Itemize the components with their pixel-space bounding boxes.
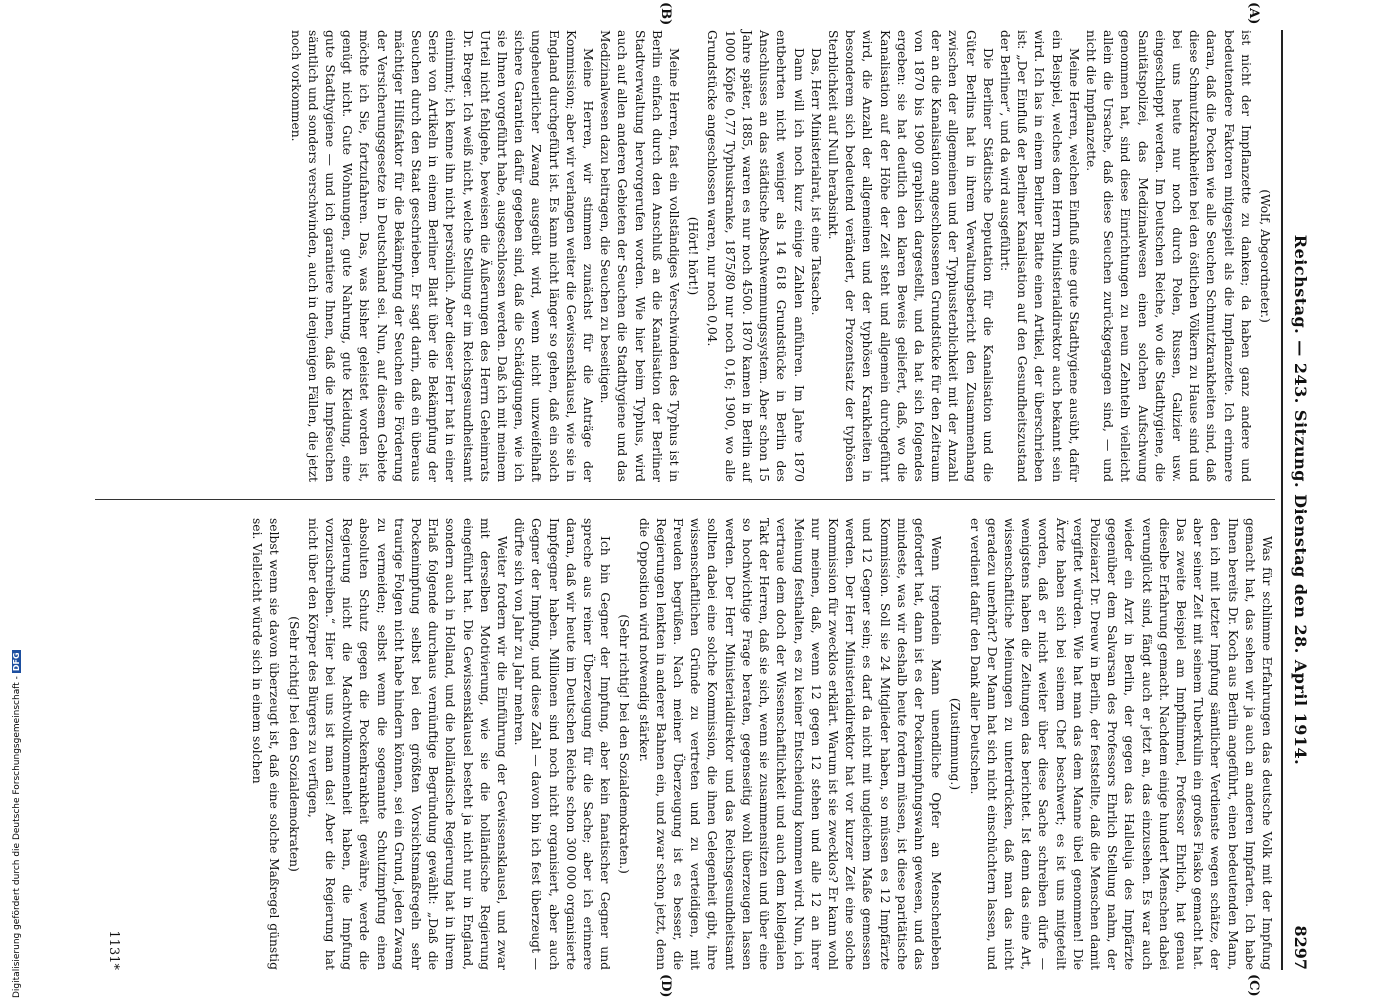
margin-mark-c: (C) xyxy=(1246,974,1261,997)
funding-credit-text: Digitalisierung gefördert durch die Deutsche Forschungsgemeinschaft - xyxy=(12,676,22,998)
dfg-logo-icon: DFG xyxy=(12,652,21,672)
signature-mark: 1131* xyxy=(106,930,121,970)
paragraph: Weiter fordern wir die Einführung der Gewissensklausel, und zwar mit derselben Motivierung, wie sie die holländische Regierung eingeführt hat. Die Gewissensklausel besteht ja nicht nur in England, sondern auch in Holland, und die holländische Regierung hat in ihrem Erlaß folgende durchaus vernünftige Begründung gewählt: „Daß die Pockenimpfung selbst bei den größten Vorsichtsmaßregeln sehr traurige Folgen nicht habe hindern können, sei ein Grund, jeden Zwang zu vermeiden; selbst wenn die sogenannte Schutzimpfung einen absoluten Schutz gegen die Pockenkrankheit gewähre, werde die Regierung nicht die Machtvollkommenheit haben, die Impfung vorzuschreiben.“ Hier bei uns ist man das! Aber die Regierung hat nicht über den Körper des Bürgers zu verfügen, xyxy=(305,518,510,970)
document-page xyxy=(83,2,1313,998)
funding-credit xyxy=(12,398,22,998)
paragraph: Meine Herren, fast ein vollständiges Verschwinden des Typhus ist in Berlin einfach durch den Anschluß an die Kanalisation der Berliner Stadtverwaltung hervorgerufen worden. Wie hier beim Typhus, wird auch auf allen anderen Gebieten der Seuchen die Stadthygiene und das Medizinalwesen dazu beitragen, die Seuchen zu beseitigen. xyxy=(598,30,682,482)
speaker-label: (Wolf, Abgeordneter.) xyxy=(1258,189,1272,323)
interjection: (Zustimmung.) xyxy=(948,697,963,791)
paragraph: Dann will ich noch kurz einige Zahlen anführen. Im Jahre 1870 entbehrten nicht weniger als 14 618 Grundstücke in Berlin des Anschlusses an das städtische Abschwemmungssystem. Aber schon 15 Jahre später, 1885, waren es nur noch 4500. 1870 kamen in Berlin auf 1000 Köpfe 0,77 Typhuskranke, 1875/80 nur noch 0,16; 1900, wo alle Grundstücke angeschlossen waren, nur noch 0,04. xyxy=(705,30,806,482)
margin-mark-d: (D) xyxy=(658,974,673,998)
paragraph: Wenn irgendein Mann unendliche Opfer an Menschenleben gefordert hat, dann ist es der Pockenimpfungswahn gewesen, und das mindeste, was wir deshalb heute fordern müssen, ist diese paritätische Kommission. Soll sie 24 Mitglieder haben, so müssen es 12 Impfärzte und 12 Gegner sein; es darf da nicht mit ungleichem Maße gemessen werden. Der Herr Ministerialdirektor hat vor kurzer Zeit eine solche Kommission für zwecklos erklärt. Warum ist sie zwecklos? Er kann wohl nur meinen, daß, wenn 12 gegen 12 stehen und alle 12 an ihrer Meinung festhalten, es zu keiner Entscheidung kommen wird. Nun, ich vertraue dem doch der Wissenschaftlichkeit und auch dem kollegialen Takt der Herren, daß sie sich, wenn sie zusammensitzen und über eine so hochwichtige Frage beraten, gegenseitig wohl überzeugen lassen werden. Der Herr Ministerialdirektor und das Reichsgesundheitsamt sollten dabei eine solche Kommission, die ihnen Gelegenheit gibt, ihre wissenschaftlichen Gründe zu vertreten und zu verteidigen, mit Freuden begrüßen. Nach meiner Überzeugung ist es besser, die Regierungen lenkten in anderer Bahnen ein, und zwar schon jetzt, denn die Opposition wird notwendig stärker. xyxy=(636,518,944,970)
margin-mark-a: (A) xyxy=(1246,2,1261,25)
paragraph: Meine Herren, welchen Einfluß eine gute Stadthygiene ausübt, dafür ein Beispiel, welches dem Herrn Ministerialdirektor auch bekannt sein wird. Ich las in einem Berliner Blatte einen Artikel, der überschrieben ist: „Der Einfluß der Berliner Kanalisation auf den Gesundheitszustand der Berliner“, und da wird ausgeführt: xyxy=(997,30,1081,482)
header-rule xyxy=(1281,30,1283,970)
credit-strip xyxy=(0,0,22,1000)
interjection: (Hört! hört!) xyxy=(686,216,701,296)
paragraph: ist nicht der Impflanzette zu danken; da haben ganz andere und bedeutendere Faktoren mitgespielt als die Impflanzette. Ich erinnere daran, daß die Pocken wie alle Seuchen Schmutzkrankheiten sind, daß diese Schmutzkrankheiten bei den östlichen Völkern zu Hause sind und bei uns heute nur noch durch Polen, Russen, Galizier usw. eingeschleppt werden. Im Deutschen Reiche, wo die Stadthygiene, die Sanitätspolizei, das Medizinalwesen einen solchen Aufschwung genommen hat, sind diese Einrichtungen zu neun Zehnteln vielleicht allein die Ursache, daß diese Seuchen zurückgegangen sind, — und nicht die Impflanzette. xyxy=(1083,30,1253,482)
paragraph: Meine Herren, wir stimmen zunächst für die Anträge der Kommission; aber wir verlangen weiter die Gewissensklausel, wie sie in England durchgeführt ist. Es kann nicht länger so gehen, daß ein solch ungeheuerlicher Zwang ausgeübt wird, wenn nicht unzweifelhaft sichere Garantien dafür gegeben sind, daß die Schädigungen, wie ich sie Ihnen vorgeführt habe, ausgeschlossen werden. Daß ich mit meinem Urteil nicht fehlgehe, beweisen die Äußerungen des Herrn Geheimrats Dr. Breger. Ich weiß nicht, welche Stellung er im Reichsgesundheitsamt einnimmt; ich kenne ihn nicht persönlich. Aber dieser Herr hat in einer Serie von Artikeln in einem Berliner Blatt über die Bekämpfung der Seuchen durch den Staat geschrieben. Er sagt darin, daß ein überaus mächtiger Hilfsfaktor für die Bekämpfung der Seuchen die Förderung der Versicherungsgesetze in Deutschland sei. Nun, auf diesem Gebiete möchte ich Sie, fortzufahren. Das, was bisher geleistet worden ist, genügt nicht. Gute Wohnungen, gute Nahrung, gute Kleidung, eine gute Stadthygiene — und ich garantiere Ihnen, daß die Impfseuchen sämtlich und sonders verschwinden, auch in denjenigen Fällen, die jetzt noch vorkommen. xyxy=(288,30,596,482)
paragraph: Ich bin Gegner der Impfung, aber kein fanatischer Gegner und spreche aus reiner Überzeugung für die Sache; aber ich erinnere daran, daß wir heute im Deutschen Reiche schon 300 000 organisierte Impfgegner haben. Millionen sind noch nicht organisiert, aber auch Gegner der Impfung, und diese Zahl — davon bin ich fest überzeugt — dürfte sich von Jahr zu Jahr mehren. xyxy=(512,518,613,970)
interjection: (Sehr richtig! bei den Sozialdemokraten) xyxy=(286,616,301,872)
quotation-paragraph: Die Berliner Städtische Deputation für die Kanalisation und die Güter Berlins hat in ihrem Verwaltungsbericht den Zusammenhang zwischen der allgemeinen und der Typhussterblichkeit mit der Anzahl der an die Kanalisation angeschlossenen Grundstücke für den Zeitraum von 1870 bis 1900 graphisch dargestellt, und da hat sich folgendes ergeben: sie hat deutlich den klaren Beweis geliefert, daß, wo die Kanalisation auf der Höhe der Zeit steht und allgemein durchgeführt wird, die Anzahl der allgemeinen und der typhösen Krankheiten in besonderem sich bedeutend verändert, der Prozentsatz der typhösen Sterblichkeit auf Null herabsinkt. xyxy=(825,30,995,482)
left-column xyxy=(286,30,1275,482)
page-header xyxy=(1287,30,1313,970)
paragraph: Was für schlimme Erfahrungen das deutsche Volk mit der Impfung gemacht hat, das sehen wir ja auch an anderen Impfarten. Ich habe Ihnen bereits Dr. Koch aus Berlin angeführt, einen bedeutenden Mann, den ich mit letzter Impfung sämtlicher Verdienste wegen schätze, der aber seiner Zeit mit seinem Tuberkulin ein großes Fiasko gemacht hat. Das zweite Beispiel am Impfhimmel, Professor Ehrlich, hat genau dieselbe Erfahrung gemacht. Nachdem einige hundert Menschen dabei verunglückt sind, fängt auch er jetzt an, das einzusehen. Es war auch wieder ein Arzt in Berlin, der gegen das Halleluja des Impfärzte gegenüber dem Salvarsan des Professors Ehrlich Stellung nahm, der Polizeiarzt Dr. Dreuw in Berlin, der feststellte, daß die Menschen damit vergiftet würden. Wie hat man das dem Manne übel genommen! Die Ärzte haben sich bei seinem Chef beschwert; es ist uns mitgeteilt worden, daß er nicht weiter über diese Sache schreiben dürfe — wenigstens haben die Zeitungen das berichtet. Ist denn das eine Art, wissenschaftliche Meinungen zu unterdrücken, daß man das nicht geradezu unerhört? Der Mann hat sich nicht einschüchtern lassen, und er verdient dafür den Dank aller Deutschen. xyxy=(967,518,1274,970)
page-number: 8297 xyxy=(1291,925,1310,970)
interjection: (Sehr richtig! bei den Sozialdemokraten.) xyxy=(617,614,632,874)
paragraph: selbst wenn sie davon überzeugt ist, daß eine solche Maßregel günstig sei. Vielleicht würde sich in einem solchen xyxy=(250,518,282,970)
right-column xyxy=(248,518,1275,970)
column-divider xyxy=(95,499,1275,500)
margin-mark-b: (B) xyxy=(658,2,673,26)
running-title: Reichstag. — 243. Sitzung. Dienstag den 28. April 1914. xyxy=(1291,234,1310,766)
paragraph: Das, Herr Ministerialrat, ist eine Tatsache. xyxy=(808,48,823,316)
